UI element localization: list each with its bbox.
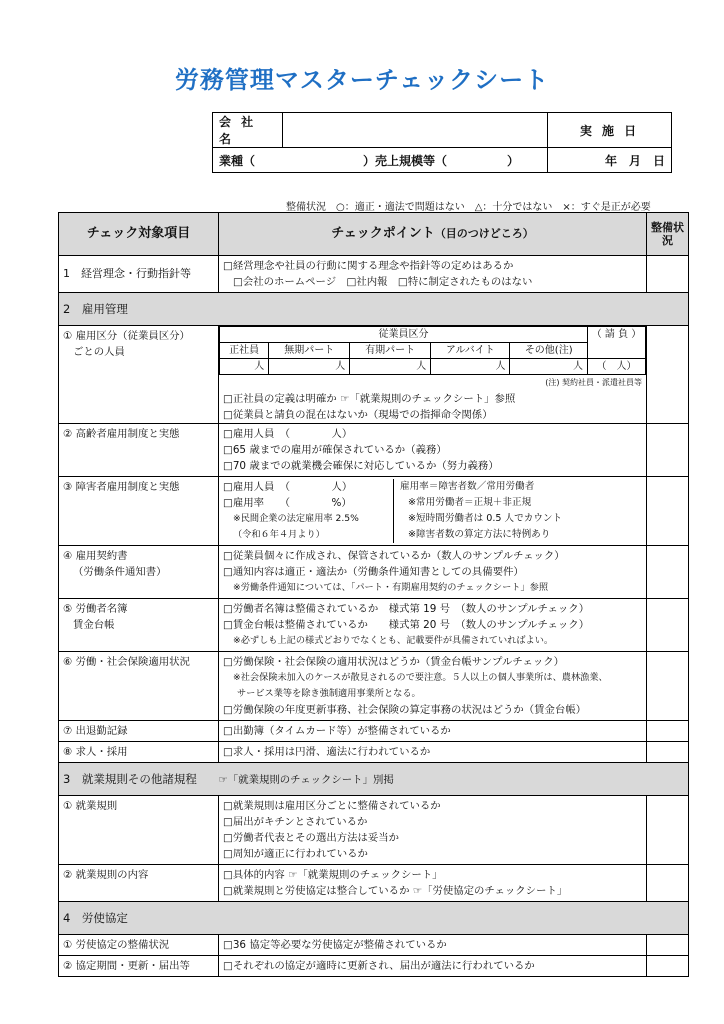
item-agreement-status: ① 労使協定の整備状況 bbox=[59, 935, 219, 956]
status-cell[interactable] bbox=[647, 935, 689, 956]
checkbox-philosophy-sources[interactable]: □会社のホームページ □社内報 □特に制定されたものはない bbox=[233, 276, 533, 288]
checkbox-rules-filed[interactable]: □届出がキチンとされているか bbox=[223, 816, 368, 828]
point-work-rules bbox=[219, 796, 647, 865]
checkbox-disability-count[interactable]: □雇用人員 （ 人） bbox=[223, 481, 353, 493]
contract-note: ※労働条件通知については、「パート・有期雇用契約のチェックシート」参照 bbox=[233, 582, 549, 593]
status-cell[interactable] bbox=[647, 424, 689, 477]
item-registers bbox=[59, 599, 219, 652]
checkbox-elderly-70[interactable]: □70 歳までの就業機会確保に対応しているか（努力義務） bbox=[223, 460, 499, 472]
item-work-rules-content: ② 就業規則の内容 bbox=[59, 865, 219, 902]
checkbox-contract-mix[interactable]: □従業員と請負の混在はないか（現場での指揮命令関係） bbox=[223, 409, 493, 421]
grid-col-other: その他(注) bbox=[510, 343, 588, 359]
status-cell[interactable] bbox=[647, 477, 689, 546]
point-philosophy bbox=[219, 256, 647, 293]
checkbox-rules-publicized[interactable]: □周知が適正に行われているか bbox=[223, 848, 368, 860]
status-cell[interactable] bbox=[647, 742, 689, 763]
status-legend: 整備状況 ○：適正・適法で問題はない △：十分ではない ×：すぐ是正が必要 bbox=[286, 202, 651, 213]
checkbox-elderly-count[interactable]: □雇用人員 （ 人） bbox=[223, 428, 353, 440]
page-title: 労務管理マスターチェックシート bbox=[174, 66, 550, 94]
insurance-note-2: サービス業等を除き強制適用事業所となる。 bbox=[237, 688, 421, 699]
checkbox-agreement-renewal[interactable]: □それぞれの協定が適時に更新され、届出が適法に行われているか bbox=[219, 956, 647, 977]
checkbox-regular-definition[interactable]: □正社員の定義は明確か ☞「就業規則のチェックシート」参照 bbox=[223, 393, 516, 405]
item-agreement-period: ② 協定期間・更新・届出等 bbox=[59, 956, 219, 977]
date-field[interactable]: 年 月 日 bbox=[548, 148, 672, 173]
point-insurance bbox=[219, 652, 647, 721]
item-attendance: ⑦ 出退勤記録 bbox=[59, 721, 219, 742]
date-label: 実 施 日 bbox=[548, 113, 672, 148]
grid-col-fixed-part: 有期パート bbox=[350, 343, 431, 359]
disability-formula-note-1: ※常用労働者＝正規＋非正規 bbox=[408, 497, 532, 508]
item-employment-category bbox=[59, 326, 219, 424]
point-disability bbox=[219, 477, 647, 546]
status-cell[interactable] bbox=[647, 256, 689, 293]
item-disability: ③ 障害者雇用制度と実態 bbox=[59, 477, 219, 546]
checkbox-insurance-admin[interactable]: □労働保険の年度更新事務、社会保険の算定事務の状況はどうか（賃金台帳） bbox=[223, 704, 587, 716]
checkbox-recruitment[interactable]: □求人・採用は円滑、適法に行われているか bbox=[219, 742, 647, 763]
disability-formula: 雇用率＝障害者数／常用労働者 bbox=[400, 481, 535, 492]
status-cell[interactable] bbox=[647, 865, 689, 902]
insurance-note-1: ※社会保険未加入のケースが散見されるので要注意。５人以上の個人事業所は、農林漁業、 bbox=[233, 672, 608, 683]
checklist-table bbox=[58, 212, 689, 977]
grid-col-regular: 正社員 bbox=[220, 343, 269, 359]
grid-count-fixed-part[interactable]: 人 bbox=[350, 359, 431, 375]
checkbox-contract-content[interactable]: □通知内容は適正・適法か（労働条件通知書としての具備要件） bbox=[223, 566, 524, 578]
item-insurance: ⑥ 労働・社会保険適用状況 bbox=[59, 652, 219, 721]
checkbox-disability-rate[interactable]: □雇用率 （ %） bbox=[223, 497, 352, 509]
item-employment-category-line2: ごとの人員 bbox=[73, 346, 125, 358]
column-point-sub: （目のつけどころ） bbox=[434, 227, 534, 240]
status-cell[interactable] bbox=[647, 721, 689, 742]
section-labor-agreements: 4 労使協定 bbox=[59, 902, 689, 935]
grid-count-regular[interactable]: 人 bbox=[220, 359, 269, 375]
disability-formula-note-3: ※障害者数の算定方法に特例あり bbox=[408, 529, 551, 540]
column-item: チェック対象項目 bbox=[59, 213, 219, 256]
disability-date-note: （令和６年４月より） bbox=[233, 529, 325, 540]
point-employment-category bbox=[219, 326, 647, 424]
grid-count-indefinite-part[interactable]: 人 bbox=[269, 359, 350, 375]
company-field[interactable] bbox=[283, 113, 548, 148]
checkbox-contract-kept[interactable]: □従業員個々に作成され、保管されているか（数人のサンプルチェック） bbox=[223, 550, 565, 562]
column-point-main: チェックポイント bbox=[331, 226, 435, 241]
checkbox-philosophy[interactable]: □経営理念や社員の行動に関する理念や指針等の定めはあるか bbox=[223, 260, 514, 272]
point-registers bbox=[219, 599, 647, 652]
registers-note: ※必ずしも上記の様式どおりでなくとも、記載要件が具備されていればよい。 bbox=[233, 635, 554, 646]
point-elderly bbox=[219, 424, 647, 477]
employee-grid bbox=[219, 326, 646, 375]
checkbox-insurance-coverage[interactable]: □労働保険・社会保険の適用状況はどうか（賃金台帳サンプルチェック） bbox=[223, 656, 565, 668]
section-rules-label: 3 就業規則その他諸規程 bbox=[63, 771, 197, 786]
item-employment-category-line1: ① 雇用区分（従業員区分） bbox=[63, 330, 190, 342]
header-table bbox=[212, 112, 672, 173]
item-contract bbox=[59, 546, 219, 599]
status-cell[interactable] bbox=[647, 652, 689, 721]
checkbox-rules-by-category[interactable]: □就業規則は雇用区分ごとに整備されているか bbox=[223, 800, 441, 812]
checkbox-rules-agreement[interactable]: □就業規則と労使協定は整合しているか ☞「労使協定のチェックシート」 bbox=[223, 885, 568, 897]
section-rules bbox=[59, 763, 689, 796]
grid-note: (注) 契約社員・派遣社員等 bbox=[545, 378, 642, 387]
status-cell[interactable] bbox=[647, 796, 689, 865]
item-elderly: ② 高齢者雇用制度と実態 bbox=[59, 424, 219, 477]
checkbox-worker-register[interactable]: □労働者名簿は整備されているか 様式第 19 号 （数人のサンプルチェック） bbox=[223, 603, 590, 615]
disability-formula-note-2: ※短時間労働者は 0.5 人でカウント bbox=[408, 513, 563, 524]
column-point bbox=[219, 213, 647, 256]
industry-field[interactable]: 業種（ ）売上規模等（ ） bbox=[213, 148, 548, 173]
section-rules-ref: ☞「就業規則のチェックシート」別掲 bbox=[218, 773, 394, 786]
point-contract bbox=[219, 546, 647, 599]
grid-count-arbeit[interactable]: 人 bbox=[431, 359, 510, 375]
item-registers-line1: ⑤ 労働者名簿 bbox=[63, 603, 128, 615]
grid-col-indefinite-part: 無期パート bbox=[269, 343, 350, 359]
checkbox-elderly-65[interactable]: □65 歳までの雇用が確保されているか（義務） bbox=[223, 444, 447, 456]
checkbox-agreement-36[interactable]: □36 協定等必要な労使協定が整備されているか bbox=[219, 935, 647, 956]
item-work-rules: ① 就業規則 bbox=[59, 796, 219, 865]
grid-count-contract[interactable]: （ 人） bbox=[588, 359, 646, 375]
status-cell[interactable] bbox=[647, 546, 689, 599]
item-registers-line2: 賃金台帳 bbox=[73, 619, 115, 631]
disability-legal-rate-note: ※民間企業の法定雇用率 2.5% bbox=[233, 513, 359, 524]
grid-header: 従業員区分 bbox=[220, 327, 588, 343]
checkbox-wage-ledger[interactable]: □賃金台帳は整備されているか 様式第 20 号 （数人のサンプルチェック） bbox=[223, 619, 590, 631]
grid-col-arbeit: アルバイト bbox=[431, 343, 510, 359]
grid-count-other[interactable]: 人 bbox=[510, 359, 588, 375]
checkbox-rules-content[interactable]: □具体的内容 ☞「就業規則のチェックシート」 bbox=[223, 869, 443, 881]
section-employment: 2 雇用管理 bbox=[59, 293, 689, 326]
status-cell[interactable] bbox=[647, 326, 689, 424]
point-work-rules-content bbox=[219, 865, 647, 902]
grid-contract-header: （ 請 負 ） bbox=[588, 327, 646, 359]
item-contract-line1: ④ 雇用契約書 bbox=[63, 550, 128, 562]
checkbox-rules-representative[interactable]: □労働者代表とその選出方法は妥当か bbox=[223, 832, 400, 844]
company-label: 会 社 名 bbox=[213, 113, 283, 148]
status-cell[interactable] bbox=[647, 599, 689, 652]
item-philosophy: 1 経営理念・行動指針等 bbox=[59, 256, 219, 293]
item-recruitment: ⑧ 求人・採用 bbox=[59, 742, 219, 763]
checkbox-attendance[interactable]: □出勤簿（タイムカード等）が整備されているか bbox=[219, 721, 647, 742]
column-status: 整備状況 bbox=[647, 213, 689, 256]
item-contract-line2: （労働条件通知書） bbox=[73, 566, 167, 578]
status-cell[interactable] bbox=[647, 956, 689, 977]
